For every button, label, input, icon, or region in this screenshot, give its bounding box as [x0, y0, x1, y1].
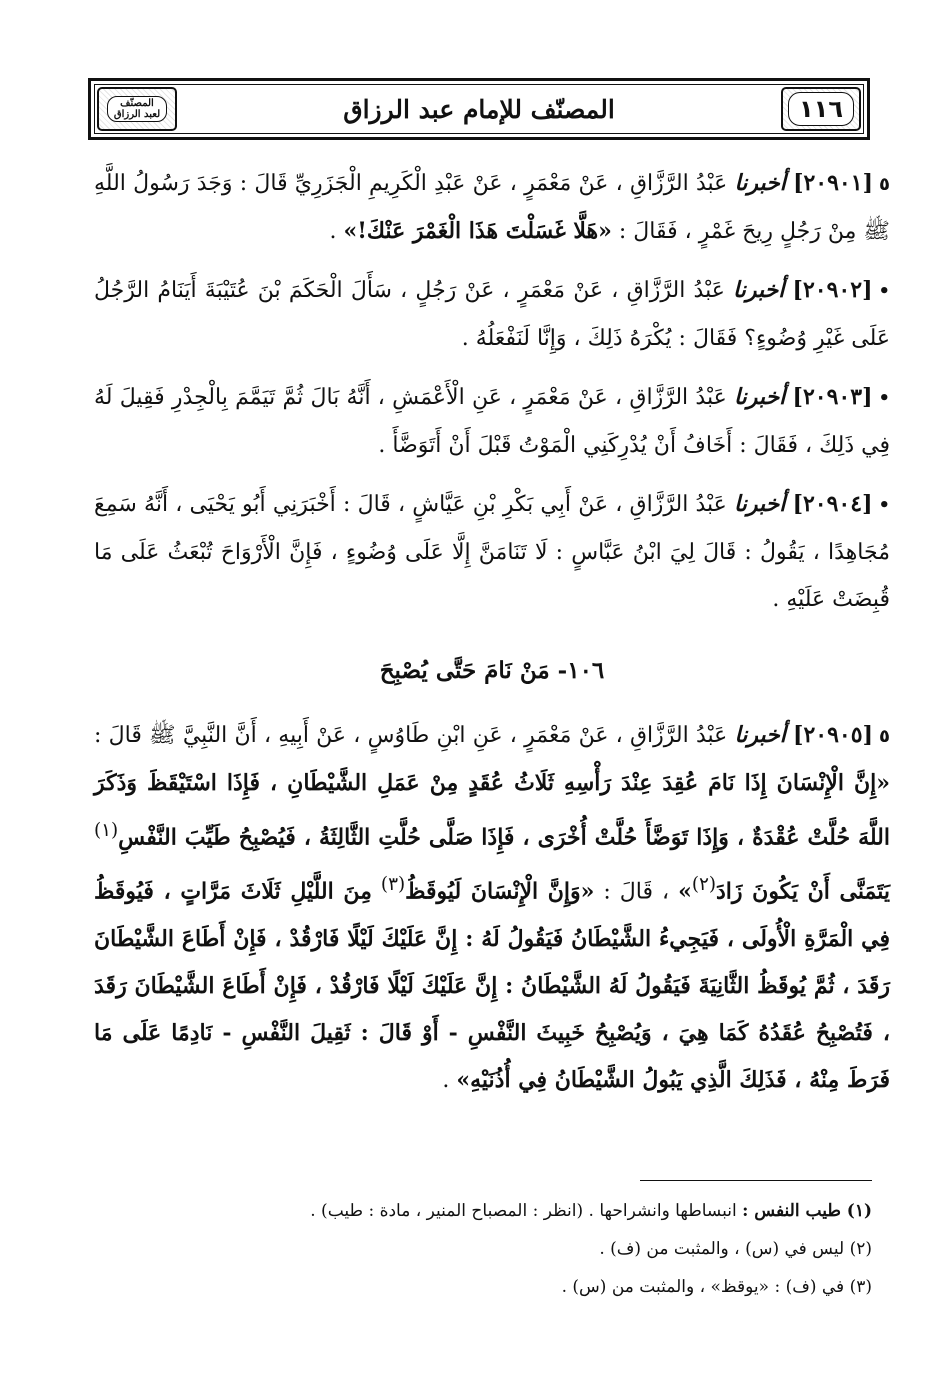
entry-number: [٢٠٩٠٣] [792, 384, 873, 410]
book-emblem-label [107, 96, 167, 122]
akhbarana-label: أخبرنا [734, 170, 786, 196]
page-number-box [781, 87, 861, 131]
entry-number: [٢٠٩٠٥] [793, 722, 873, 748]
footnote-1-key: (١) طيب النفس : [742, 1201, 872, 1221]
footnote-2 [94, 1230, 872, 1268]
footnote-3-text: (٣) في (ف) : «يوقظ» ، والمثبت من (س) . [561, 1277, 872, 1297]
entry-marker: • [878, 495, 891, 516]
entry-marker: ٥ [879, 174, 890, 195]
entry-marker: ٥ [878, 726, 890, 747]
akhbarana-label: أخبرنا [733, 384, 786, 410]
hadith-quote-close: » [678, 878, 692, 905]
entry-text: عَبْدُ الرَّزَّاقِ ، عَنْ مَعْمَرٍ ، عَنِ الْأَعْمَشِ ، أَنَّهُ بَالَ ثُمَّ تَيَمَّمَ بِالْجِدْرِ فَقِيلَ لَهُ فِي ذَلِكَ ، فَقَالَ : أَخَافُ أَنْ يُدْرِكَنِي الْمَوْتُ قَبْلَ أَنْ أَتَوَضَّأَ . [94, 385, 890, 458]
hadith-entry-20904 [94, 481, 890, 623]
hadith-entry-20902 [94, 267, 890, 362]
book-emblem [97, 87, 177, 131]
emblem-line-2: لعبد الرزاق [113, 109, 161, 120]
emblem-line-1: المصنّف [120, 98, 154, 109]
footnotes [94, 1192, 872, 1306]
footnote-2-text: (٢) ليس في (س) ، والمثبت من (ف) . [599, 1239, 872, 1259]
akhbarana-label: أخبرنا [733, 277, 785, 303]
entry-tail: . [442, 1067, 457, 1093]
entry-text: عَبْدُ الرَّزَّاقِ ، عَنْ مَعْمَرٍ ، عَنْ رَجُلٍ ، سَأَلَ الْحَكَمَ بْنَ عُتَيْبَةَ أَيَنَامُ الرَّجُلُ عَلَى غَيْرِ وُضُوءٍ؟ فَقَالَ : يُكْرَهُ ذَلِكَ ، وَإِنَّا لَنَفْعَلُهُ . [94, 278, 890, 351]
entry-tail: . [329, 219, 344, 244]
footnote-ref-3[interactable]: (٣) [380, 874, 406, 896]
hadith-entry-20905 [94, 712, 890, 1104]
akhbarana-label: أخبرنا [734, 491, 786, 517]
page-header [88, 78, 870, 140]
hadith-entry-20901 [94, 160, 890, 255]
page-number: ١١٦ [788, 92, 854, 126]
hadith-quote-part-4: مِنَ اللَّيْلِ ثَلَاثَ مَرَّاتٍ ، فَيُوقَظُ فِي الْمَرَّةِ الْأُولَى ، فَيَجِيءُ الشَّيْطَانُ فَيَقُولُ لَهُ : إِنَّ عَلَيْكَ لَيْلًا فَارْقُدْ ، فَإِنْ أَطَاعَ الشَّيْطَانَ رَقَدَ ، ثُمَّ يُوقَظُ الثَّانِيَةَ فَيَقُولُ لَهُ الشَّيْطَانُ : إِنَّ عَلَيْكَ لَيْلًا فَارْقُدْ ، فَإِنْ أَطَاعَ الشَّيْطَانَ رَقَدَ ، فَتُصْبِحُ عُقَدُهُ كَمَا هِيَ ، وَيُصْبِحُ خَبِيثَ النَّفْسِ - أَوْ قَالَ : ثَقِيلَ النَّفْسِ - نَادِمًا عَلَى مَا فَرَطَ مِنْهُ ، فَذَلِكَ الَّذِي يَبُولُ الشَّيْطَانُ فِي أُذُنَيْهِ» [94, 878, 890, 1093]
entry-connector: ، قَالَ : [594, 879, 679, 905]
chapter-title: ١٠٦- مَنْ نَامَ حَتَّى يُصْبِحَ [379, 657, 605, 684]
footnote-ref-2[interactable]: (٢) [691, 874, 716, 896]
entry-marker: • [878, 281, 890, 302]
entry-marker: • [878, 388, 890, 409]
hadith-quote-part-3: «وَإِنَّ الْإِنْسَانَ لَيُوقَظُ [405, 878, 595, 905]
hadith-quote-part-2: يَتَمَنَّى أَنْ يَكُونَ زَادَ [716, 878, 891, 905]
footnote-separator [640, 1180, 872, 1181]
footnote-ref-1[interactable]: (١) [94, 820, 119, 841]
main-text [94, 160, 890, 1116]
entry-text: عَبْدُ الرَّزَّاقِ ، عَنْ أَبِي بَكْرِ بْنِ عَيَّاشٍ ، قَالَ : أَخْبَرَنِي أَبُو يَحْيَى ، أَنَّهُ سَمِعَ مُجَاهِدًا ، يَقُولُ : قَالَ لِيَ ابْنُ عَبَّاسٍ : لَا تَنَامَنَّ إِلَّا عَلَى وُضُوءٍ ، فَإِنَّ الْأَرْوَاحَ تُبْعَثُ عَلَى مَا قُبِضَتْ عَلَيْهِ . [94, 492, 890, 612]
footnote-1 [94, 1192, 872, 1230]
footnote-3 [94, 1268, 872, 1306]
hadith-quote: «هَلَّا غَسَلْتَ هَذَا الْغَمْرَ عَنْكَ!» [343, 218, 612, 244]
akhbarana-label: أخبرنا [734, 722, 786, 748]
entry-number: [٢٠٩٠١] [793, 170, 873, 196]
entry-number: [٢٠٩٠٤] [792, 491, 873, 517]
entry-text: عَبْدُ الرَّزَّاقِ ، عَنْ مَعْمَرٍ ، عَنْ عَبْدِ الْكَرِيمِ الْجَزَرِيِّ قَالَ : وَجَدَ رَسُولُ اللَّهِ ﷺ مِنْ رَجُلٍ رِيحَ غَمْرٍ ، فَقَالَ : [94, 171, 890, 244]
running-title: المصنّف للإمام عبد الرزاق [343, 94, 615, 124]
footnote-1-text: انبساطها وانشراحها . (انظر : المصباح المنير ، مادة : طيب) . [310, 1201, 743, 1221]
hadith-entry-20903 [94, 374, 890, 469]
hadith-quote-part-1: «إِنَّ الْإِنْسَانَ إِذَا نَامَ عُقِدَ عِنْدَ رَأْسِهِ ثَلَاثُ عُقَدٍ مِنْ عَمَلِ الشَّيْطَانِ ، فَإِذَا اسْتَيْقَظَ وَذَكَرَ اللَّهَ حُلَّتْ عُقْدَةٌ ، وَإِذَا تَوَضَّأَ حُلَّتْ أُخْرَى ، فَإِذَا صَلَّى حُلَّتِ الثَّالِثَةُ ، فَيُصْبِحُ طَيِّبَ النَّفْسِ [94, 770, 890, 851]
entry-text: عَبْدُ الرَّزَّاقِ ، عَنْ مَعْمَرٍ ، عَنِ ابْنِ طَاوُسٍ ، عَنْ أَبِيهِ ، أَنَّ النَّبِيَّ ﷺ قَالَ : [94, 723, 728, 748]
entry-number: [٢٠٩٠٢] [792, 277, 873, 303]
